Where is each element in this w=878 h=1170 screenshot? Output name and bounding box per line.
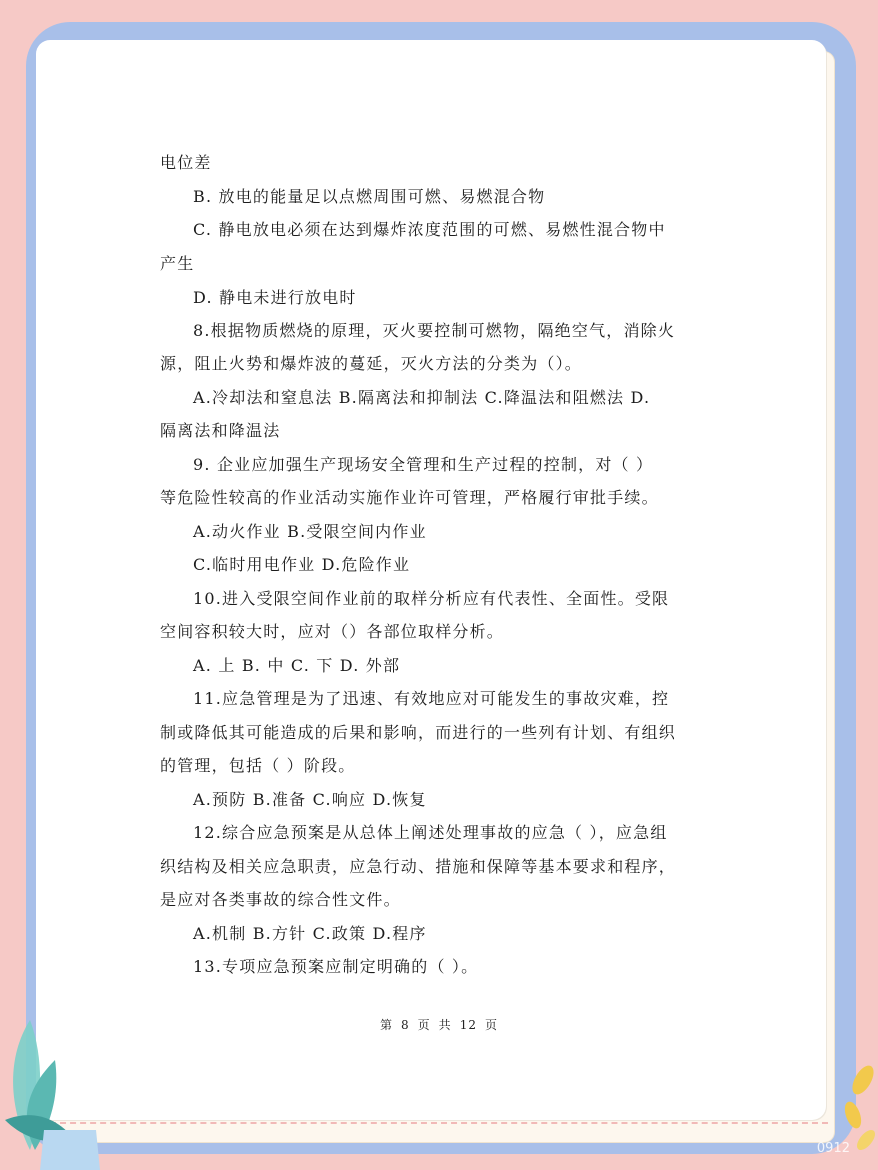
text-line: 隔离法和降温法 xyxy=(160,421,281,440)
options-line: A.预防 B.准备 C.响应 D.恢复 xyxy=(193,790,427,809)
question-9: 9. 企业应加强生产现场安全管理和生产过程的控制，对（ ） xyxy=(193,455,654,474)
text-line: 源，阻止火势和爆炸波的蔓延，灭火方法的分类为（）。 xyxy=(160,354,583,373)
text-line: D. 静电未进行放电时 xyxy=(193,288,357,307)
page-label: 共 xyxy=(438,1018,452,1032)
text-line: 空间容积较大时，应对（）各部位取样分析。 xyxy=(160,622,505,641)
text-line: 织结构及相关应急职责，应急行动、措施和保障等基本要求和程序， xyxy=(160,857,677,876)
options-line: A.机制 B.方针 C.政策 D.程序 xyxy=(193,924,427,943)
page-footer xyxy=(0,1016,878,1033)
question-8: 8.根据物质燃烧的原理，灭火要控制可燃物，隔绝空气，消除火 xyxy=(193,321,676,340)
options-line: A.冷却法和窒息法 B.隔离法和抑制法 C.降温法和阻燃法 D. xyxy=(193,388,651,407)
plant-decoration-icon xyxy=(0,1000,110,1170)
question-13: 13.专项应急预案应制定明确的（ ）。 xyxy=(193,957,479,976)
page-current: 8 xyxy=(401,1018,410,1032)
options-line: A. 上 B. 中 C. 下 D. 外部 xyxy=(193,656,401,675)
text-line: 电位差 xyxy=(160,153,212,172)
text-line: 产生 xyxy=(160,254,195,273)
text-line: C. 静电放电必须在达到爆炸浓度范围的可燃、易燃性混合物中 xyxy=(193,220,666,239)
page-label: 页 xyxy=(417,1018,431,1032)
question-10: 10.进入受限空间作业前的取样分析应有代表性、全面性。受限 xyxy=(193,589,670,608)
text-line: 的管理，包括（ ）阶段。 xyxy=(160,756,356,775)
text-line: B. 放电的能量足以点燃周围可燃、易燃混合物 xyxy=(193,187,546,206)
text-line: 制或降低其可能造成的后果和影响，而进行的一些列有计划、有组织 xyxy=(160,723,677,742)
page-total: 12 xyxy=(459,1018,477,1032)
page-label: 页 xyxy=(484,1018,498,1032)
options-line: A.动火作业 B.受限空间内作业 xyxy=(193,522,427,541)
page-label: 第 xyxy=(380,1018,394,1032)
watermark: 0912 xyxy=(816,1141,850,1156)
text-line: 是应对各类事故的综合性文件。 xyxy=(160,890,401,909)
question-12: 12.综合应急预案是从总体上阐述处理事故的应急（ ），应急组 xyxy=(193,823,668,842)
options-line: C.临时用电作业 D.危险作业 xyxy=(193,555,411,574)
text-line: 等危险性较高的作业活动实施作业许可管理，严格履行审批手续。 xyxy=(160,488,659,507)
question-11: 11.应急管理是为了迅速、有效地应对可能发生的事故灾难，控 xyxy=(193,689,670,708)
